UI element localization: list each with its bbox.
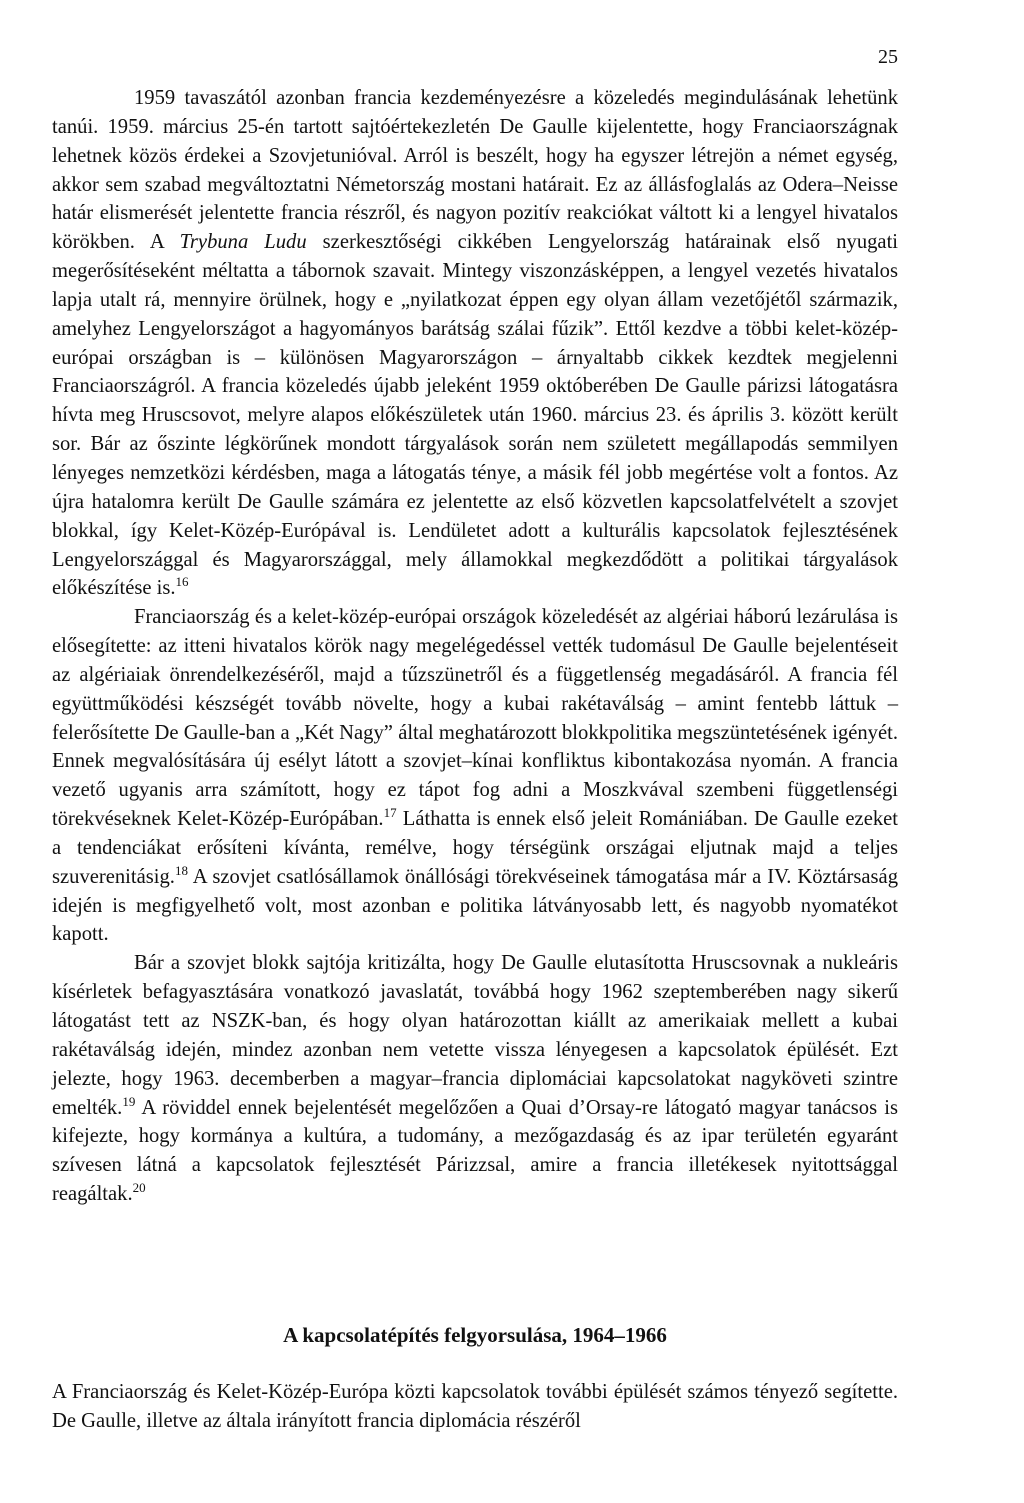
footnote-ref-20: 20 <box>132 1180 146 1196</box>
paragraph-3-text-b: A röviddel ennek bejelentését megelőzően a Quai d’Orsay-re látogató magyar tanácsos is kifejezte, hogy kormánya a kultúra, a tudomány, a mezőgazdaság és az ipar területén egyaránt szívesen látná a kapcsolatok fejlesztését Párizzsal, amire a francia illetékesek nyitottsággal reagáltak. <box>52 1096 898 1206</box>
section-heading: A kapcsolatépítés felgyorsulása, 1964–1966 <box>283 1323 667 1347</box>
footnote-ref-19: 19 <box>122 1093 136 1109</box>
paragraph-3 <box>52 949 898 1209</box>
paragraph-2-text-c: A szovjet csatlósállamok önállósági törekvéseinek támogatása már a IV. Köztársaság idején is megfigyelhető volt, most azonban e politika látványosabb lett, és nagyobb nyomatékot kapott. <box>52 865 898 946</box>
paragraph-2 <box>52 603 898 949</box>
paragraph-4: A Franciaország és Kelet-Közép-Európa közti kapcsolatok további épülését számos tényező segítette. De Gaulle, illetve az általa irányított francia diplomácia részéről <box>52 1381 898 1432</box>
body-text <box>52 84 898 1209</box>
paragraph-2-text-b: Láthatta is ennek első jeleit Romániában. De Gaulle ezeket a tendenciákat erősíteni kívánta, remélve, hogy térségünk országai eljutnak majd a teljes szuverenitásig. <box>52 808 898 888</box>
footnote-ref-16: 16 <box>175 574 189 590</box>
paragraph-1-text-b: szerkesztőségi cikkében Lengyelország határainak első nyugati megerősítéseként méltatta a tábornok szavait. Mintegy viszonzásképpen, a lengyel vezetés hivatalos lapja utalt rá, mennyire örülnek, hogy e „nyilatkozat éppen egy olyan állam vezetőjétől származik, amelyhez Lengyelországot a hagyományos barátság szálai fűzik”. Ettől kezdve a többi kelet-közép-európai országban is – különösen Magyarországon – árnyaltabb cikkek kezdtek megjelenni Franciaországról. A francia közeledés újabb jeleként 1959 októberében De Gaulle párizsi látogatásra hívta meg Hruscsovot, melyre alapos előkészületek után 1960. március 23. és április 3. között került sor. Bár az őszinte légkörűnek mondott tárgyalások során nem született megállapodás semmilyen lényeges nemzetközi kérdésben, maga a látogatás ténye, a másik fél jobb megértése volt a fontos. Az újra hatalomra került De Gaulle számára ez jelentette az első közvetlen kapcsolatfelvételt a szovjet blokkal, így Kelet-Közép-Európával is. Lendületet adott a kulturális kapcsolatok fejlesztésének Lengyelországgal és Magyarországgal, mely államokkal megkezdődött a politikai tárgyalások előkészítése is. <box>52 231 899 600</box>
body-text-continued <box>52 1378 898 1436</box>
paragraph-2-text-a: Franciaország és a kelet-közép-európai országok közeledését az algériai háború lezárulása is elősegítette: az itteni hivatalos körök nagy megelégedéssel vették tudomásul De Gaulle bejelentéseit az algériaiak önrendelkezéséről, majd a tűzszünetről és a függetlenség megadásáról. A francia fél együttműködési készségét tovább növelte, hogy a kubai rakétaválság – amint fentebb láttuk – felerősítette De Gaulle-ban a „Két Nagy” által meghatározott blokkpolitika megszüntetésének igényét. Ennek megvalósítására új esélyt látott a szovjet–kínai konfliktus kibontakozása nyomán. A francia vezető ugyanis arra számított, hogy ez tápot fog adni a Moszkvával szembeni függetlenségi törekvéseknek Kelet-Közép-Európában. <box>52 606 898 831</box>
paragraph-1-text-a: 1959 tavaszától azonban francia kezdeményezésre a közeledés megindulásának lehetünk tanúi. 1959. március 25-én tartott sajtóértekezletén De Gaulle kijelentette, hogy Franciaországnak lehetnek közös érdekei a Szovjetunióval. Arról is beszélt, hogy ha egyszer létrejön a német egység, akkor sem szabad megváltoztatni Németország mostani határait. Ez az állásfoglalás az Odera–Neisse határ elismerését jelentette francia részről, és nagyon pozitív reakciókat váltott ki a lengyel hivatalos körökben. A <box>52 87 898 254</box>
page-number: 25 <box>878 46 898 68</box>
footnote-ref-18: 18 <box>174 862 188 878</box>
footnote-ref-17: 17 <box>383 805 397 821</box>
paragraph-1 <box>52 84 898 603</box>
newspaper-title: Trybuna Ludu <box>179 231 307 254</box>
paragraph-3-text-a: Bár a szovjet blokk sajtója kritizálta, hogy De Gaulle elutasította Hruscsovnak a nukleáris kísérletek befagyasztására vonatkozó javaslatát, továbbá hogy 1962 szeptemberében nagy sikerű látogatást tett az NSZK-ban, és hogy olyan határozottan kiállt az amerikaiak mellett a kubai rakétaválság idején, mindez azonban nem vetette vissza lényegesen a kapcsolatok épülését. Ezt jelezte, hogy 1963. decemberben a magyar–francia diplomáciai kapcsolatokat nagyköveti szintre emelték. <box>52 952 898 1119</box>
